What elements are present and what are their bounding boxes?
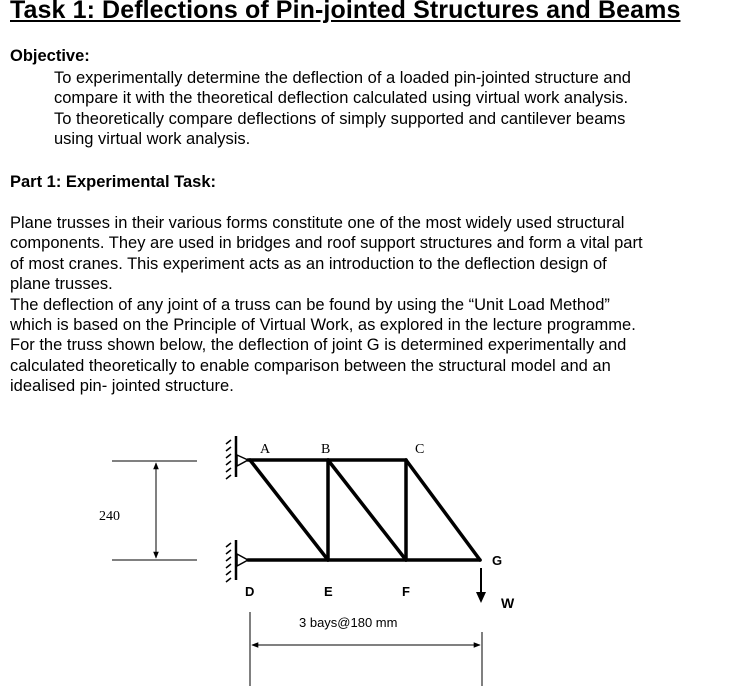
part1-line: components. They are used in bridges and roof support structures and form a vital part <box>10 234 643 253</box>
joint-label-C: C <box>415 442 425 457</box>
pin-support-bottom <box>226 540 248 582</box>
part1-heading: Part 1: Experimental Task: <box>10 173 217 191</box>
load-arrow-icon <box>476 592 486 603</box>
part1-line: calculated theoretically to enable comparison between the structural model and an <box>10 356 611 375</box>
objective-heading: Objective: <box>10 47 90 65</box>
part1-line: which is based on the Principle of Virtual Work, as explored in the lecture programme. <box>10 316 636 335</box>
diagonal-BF <box>328 460 406 560</box>
part1-line: plane trusses. <box>10 275 113 294</box>
objective-line: To theoretically compare deflections of simply supported and cantilever beams <box>54 109 626 128</box>
objective-line: To experimentally determine the deflection of a loaded pin-jointed structure and <box>54 69 631 87</box>
joint-label-E: E <box>324 584 333 599</box>
joint-label-A: A <box>260 442 271 457</box>
part1-line: Plane trusses in their various forms constitute one of the most widely used structural <box>10 214 625 232</box>
diagonal-AE <box>250 460 328 560</box>
joint-label-F: F <box>402 584 410 599</box>
objective-line: compare it with the theoretical deflection calculated using virtual work analysis. <box>54 89 629 108</box>
load-label: W <box>501 595 515 611</box>
part1-line: of most cranes. This experiment acts as an introduction to the deflection design of <box>10 254 607 273</box>
page-title: Task 1: Deflections of Pin-jointed Structures and Beams <box>10 0 681 24</box>
truss-members <box>248 460 480 560</box>
diagonal-CG <box>406 460 480 560</box>
dimension-label: 240 <box>99 509 120 524</box>
joint-label-G: G <box>492 553 503 568</box>
pin-support-top <box>226 436 248 479</box>
span-label: 3 bays@180 mm <box>299 615 398 630</box>
joint-label-B: B <box>321 442 331 457</box>
joint-label-D: D <box>245 584 255 599</box>
part1-line: idealised pin- jointed structure. <box>10 377 234 396</box>
part1-line: The deflection of any joint of a truss can be found by using the “Unit Load Method” <box>10 295 610 314</box>
part1-line: For the truss shown below, the deflection of joint G is determined experimentally and <box>10 336 627 355</box>
objective-line: using virtual work analysis. <box>54 130 251 149</box>
